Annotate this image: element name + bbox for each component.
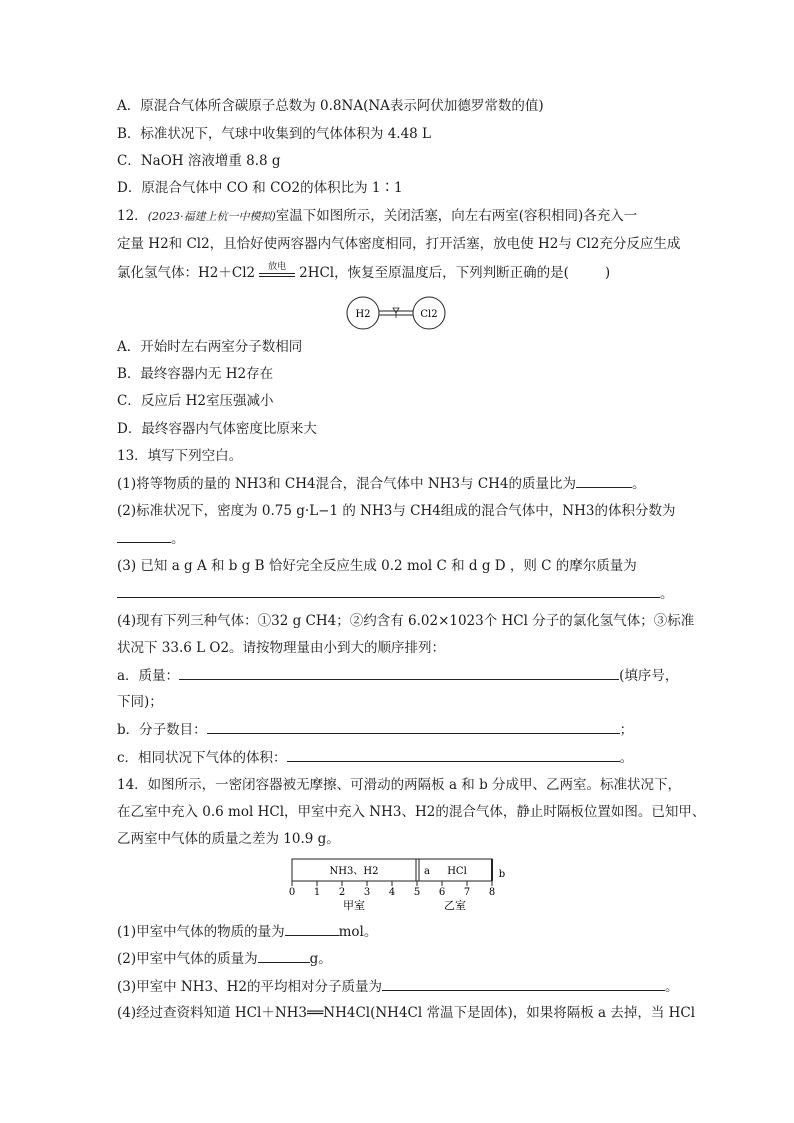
q12-option-c: C．反应后 H2室压强减小 [117,393,274,409]
q14-part-3-text: (3)甲室中 NH3、H2的平均相对分子质量为 [117,979,382,995]
scale-tick-label: 2 [338,887,346,898]
q13-part-2-end: 。 [171,531,185,547]
answer-blank[interactable] [179,665,619,680]
q13-part-1-text: (1)将等物质的量的 NH3和 CH4混合，混合气体中 NH3与 CH4的质量比为 [117,476,577,492]
chamber-left-gas: NH3、H2 [329,866,379,877]
q11-option-b: B．标准状况下，气球中收集到的气体体积为 4.48 L [117,126,432,142]
q12-flask-figure [345,295,447,331]
flask-left-label: H2 [355,309,371,320]
room-right-label: 乙室 [444,899,466,912]
q12-option-b: B．最终容器内无 H2存在 [117,366,274,382]
discharge-arrow [259,261,295,281]
q12-stem-1: 室温下如图所示，关闭活塞，向左右两室(容积相同)各充入一 [275,208,638,224]
scale-tick-label: 8 [488,887,496,898]
q13-part-3-end: 。 [660,586,674,602]
partition-a-label: a [424,866,430,877]
q13-part-4-line-1: (4)现有下列三种气体：①32 g CH4；②约含有 6.02×1023个 HCl 分子的氯化氢气体；③标准 [117,613,695,629]
q13-part-2-cont [117,528,185,549]
q14-part-1-text: (1)甲室中气体的物质的量为 [117,924,285,940]
answer-blank[interactable] [117,528,171,543]
answer-blank[interactable] [117,583,660,598]
q14-part-2 [117,948,332,969]
discharge-label: 放电 [268,261,287,272]
q12-eq-right: 2HCl，恢复至原温度后，下列判断正确的是( [299,265,569,281]
q12-line-2: 定量 H2和 Cl2，且恰好使两容器内气体密度相同，打开活塞，放电使 H2与 Cl2充分反应生成 [117,236,681,252]
q14-part-3-end: 。 [664,979,679,995]
q13-part-4-line-2: 状况下 33.6 L O2。请按物理量由小到大的顺序排列： [117,640,446,656]
q13-c-end: 。 [619,750,634,766]
scale-tick-label: 1 [313,887,321,898]
q13-part-3-cont [117,583,674,604]
q13-part-1-end: 。 [632,476,646,492]
q12-line-3 [117,263,610,283]
answer-blank[interactable] [258,948,310,963]
q13-part-1 [117,473,646,494]
q14-line-1: 14．如图所示，一密闭容器被无摩擦、可滑动的两隔板 a 和 b 分成甲、乙两室。标准状况下， [117,777,682,793]
q12-option-d: D．最终容器内气体密度比原来大 [117,421,317,437]
q12-paren-close: ) [604,265,611,281]
answer-blank[interactable] [382,976,665,991]
flask-right-label: Cl2 [420,309,438,320]
q14-part-1-end: mol。 [338,924,378,940]
scale-tick-label: 6 [438,887,446,898]
q13-a-label: a．质量： [117,668,180,684]
q14-line-3: 乙两室中气体的质量之差为 10.9 g。 [117,831,340,847]
chamber-right-gas: HCl [447,866,467,877]
q12-option-a: A．开始时左右两室分子数相同 [117,339,303,355]
q14-line-2: 在乙室中充入 0.6 mol HCl，甲室中充入 NH3、H2的混合气体，静止时隔板位置如图。已知甲、 [117,804,706,820]
q12-source: (2023·福建上杭一中模拟) [147,210,276,223]
answer-blank[interactable] [576,473,632,488]
partition-b-label: b [498,869,506,880]
q13-part-4-a-cont: 下同)； [117,694,163,710]
q11-option-d: D．原混合气体中 CO 和 CO2的体积比为 1∶1 [117,180,403,196]
q12-eq-left: 氯化氢气体：H2＋Cl2 [117,265,256,281]
q13-a-end: (填序号， [619,668,679,684]
q13-part-4-b [117,719,633,740]
q14-container-figure [282,855,512,915]
q14-part-2-text: (2)甲室中气体的质量为 [117,951,258,967]
q13-part-2: (2)标准状况下，密度为 0.75 g·L−1 的 NH3与 CH4组成的混合气体中，NH3的体积分数为 [117,503,676,519]
scale-tick-label: 4 [388,887,396,898]
q11-option-a: A．原混合气体所含碳原子总数为 0.8NA(NA表示阿伏加德罗常数的值) [117,98,544,114]
q11-option-c: C．NaOH 溶液增重 8.8 g [117,153,281,169]
answer-blank[interactable] [285,921,339,936]
q13-b-end: ； [619,722,634,738]
q13-title: 13．填写下列空白。 [117,448,243,464]
scale-tick-label: 5 [413,887,421,898]
q12-line-1 [117,206,637,227]
q13-part-4-c [117,747,633,768]
scale-tick-label: 3 [363,887,371,898]
q13-b-label: b．分子数目： [117,722,207,738]
q14-part-4: (4)经过查资料知道 HCl＋NH3══NH4Cl(NH4Cl 常温下是固体)，如果将隔板 a 去掉，当 HCl [117,1005,696,1021]
q14-part-2-end: g。 [309,951,332,967]
q13-c-label: c．相同状况下气体的体积： [117,750,287,766]
q12-number: 12． [117,208,148,224]
q13-part-3: (3) 已知 a g A 和 b g B 恰好完全反应生成 0.2 mol C 和 d g D ，则 C 的摩尔质量为 [117,558,637,574]
answer-blank[interactable] [287,747,620,762]
q14-part-1 [117,921,377,942]
q13-part-4-a [117,665,678,686]
q14-part-3 [117,976,678,997]
room-left-label: 甲室 [343,899,365,912]
scale-tick-label: 7 [463,887,471,898]
scale-tick-label: 0 [288,887,296,898]
answer-blank[interactable] [207,719,620,734]
